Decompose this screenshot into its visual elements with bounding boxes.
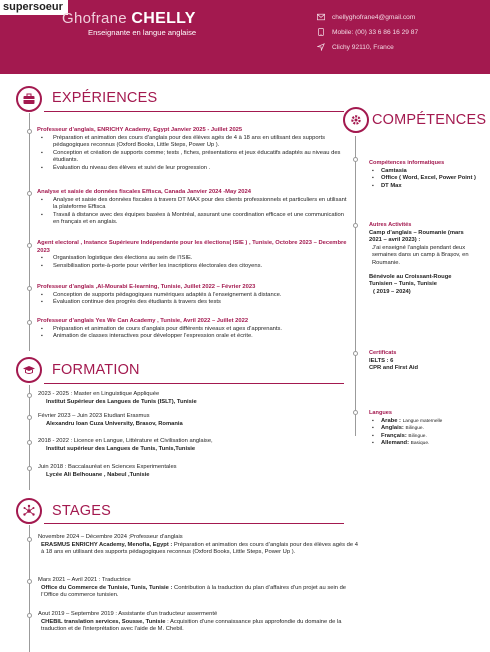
briefcase-icon [16,86,42,112]
education-entry [38,413,358,428]
experiences-divider [44,111,344,112]
internship-date: Mars 2021 – Avril 2021 : Traductrice [38,577,131,583]
brand-logo: supersoeur [0,0,68,15]
internship-org: ERASMUS ENRICHY Academy, Menofia, Egypt : [41,541,173,548]
languages-heading: Langues [369,410,393,416]
job-entry [37,284,351,307]
stages-divider [44,523,344,524]
candidate-name [62,10,196,28]
timeline-dot [27,320,32,325]
internship-entry [38,534,358,557]
language-level: Bilingue. [408,433,427,439]
education-line: 2023 - 2025 : Master en Linguistique Appliquée [38,391,160,397]
job-subtitle: Enseignante en langue anglaise [88,28,197,37]
timeline-dot [353,410,358,415]
network-icon [16,498,42,524]
internship-desc: Contribution à la traduction du plan d’affaires d’un projet au sein de l’Office du commerce tunisien. [41,584,347,599]
activity-title: Bénévole au Croissant-Rouge Tunisien – Tunis, Tunisie [369,273,452,288]
education-institution: Institut Supérieur des Langues de Tunis (ISLT), Tunisie [46,398,197,405]
job-bullet: ▪ Analyse et saisie des données fiscales à travers DT MAX pour des clients professionnels et particuliers en utilisant la plateforme Effisca [37,197,351,212]
job-bullet: ▪ Préparation et animation de cours d’anglais pour différents niveaux et ages d’apprenants. [37,326,351,334]
it-skills-heading: Compétences informatiques [369,160,445,166]
timeline-dot [27,393,32,398]
job-entry [37,318,351,341]
experiences-title: EXPÉRIENCES [52,90,158,106]
last-name: CHELLY [131,10,196,27]
internship-desc: : Acquisition d’une connaissance plus approfondie du domaine de la traduction et de l’interprétation avec l’aide de M. Chebil. [41,618,342,633]
internship-entry [38,577,358,600]
phone-icon [316,28,325,36]
timeline-dot [27,415,32,420]
education-entry [38,464,358,479]
gear-icon [343,107,369,133]
job-title: Professeur d’anglais ,Al-Mourabi E-learning, Tunisie, Juillet 2022 – Février 2023 [37,284,256,290]
language-item [369,433,442,441]
timeline-dot [27,440,32,445]
job-bullet: ▪ Évaluation continue des progrès des étudiants à travers des tests [37,299,351,307]
certificate-item: IELTS : 6 [369,357,394,364]
timeline-dot [353,351,358,356]
it-skill-item: ▪ Camtasia [369,168,476,176]
language-item [369,425,442,433]
education-institution: Alexandru Ioan Cuza University, Brasov, Romania [46,420,183,427]
stages-title: STAGES [52,503,111,519]
timeline-dot [27,613,32,618]
internship-date: Aout 2019 – Septembre 2019 : Assistante d’un traducteur assermenté [38,611,218,617]
activity-date: ( 2019 – 2024) [373,288,411,295]
timeline-dot [27,243,32,248]
language-name: Anglais: [381,425,404,432]
it-skill-item: ▪ Office ( Word, Excel, Power Point ) [369,175,476,183]
job-title: Professeur d’anglais Yes We Can Academy , Tunisie, Avril 2022 – Juillet 2022 [37,318,249,324]
activities-block [369,222,469,296]
formation-title: FORMATION [52,362,140,378]
education-institution: Institut supérieur des Langues de Tunis, Tunis,Tunisie [46,445,196,452]
education-entry [38,391,358,406]
job-bullet: ▪ Organisation logistique des élections au sein de l’ISIE. [37,255,351,263]
job-title: Analyse et saisie de données fiscales Effisca, Canada Janvier 2024 -May 2024 [37,189,251,195]
activity-text: J’ai enseigné l’anglais pendant deux semaines dans un camp à Brașov, en Roumanie. [372,244,469,266]
activity-title: Camp d’anglais – Roumanie (mars 2021 – avril 2023) : [369,229,464,244]
job-title: Professeur d’anglais, ENRICHY Academy, Egypt Janvier 2025 - Juillet 2025 [37,127,243,133]
timeline-dot [27,191,32,196]
job-bullet: ▪ Conception de supports pédagogiques numériques adaptés à l’enseignement à distance. [37,292,351,300]
experiences-timeline [29,113,30,351]
first-name: Ghofrane [62,10,127,27]
mail-icon [316,13,325,21]
formation-divider [44,383,344,384]
timeline-dot [353,157,358,162]
contact-email[interactable] [316,13,415,21]
job-bullet: ▪ Animation de classes interactives pour développer l’expression orale et écrite. [37,333,351,341]
stages-timeline [29,525,30,652]
competences-title: COMPÉTENCES [372,112,487,128]
timeline-dot [27,286,32,291]
timeline-dot [27,537,32,542]
formation-timeline [29,385,30,490]
location-icon [316,43,325,51]
education-institution: Lycée Ali Belhouane , Nabeul ,Tunisie [46,471,150,478]
job-entry [37,127,351,172]
contact-location [316,43,394,51]
timeline-dot [353,223,358,228]
certificates-heading: Certificats [369,350,397,356]
timeline-dot [27,466,32,471]
contact-phone[interactable] [316,28,418,36]
education-line: 2018 - 2022 : Licence en Langue, Littérature et Civilisation anglaise, [38,438,213,444]
contact-email-text: chellyghofrane4@gmail.com [332,13,416,21]
job-bullet: ▪ Sensibilisation porte-à-porte pour vérifier les inscriptions électorales des citoyens. [37,263,351,271]
education-line: Juin 2018 : Baccalauréat en Sciences Experimentales [38,464,177,470]
header-banner [0,0,490,74]
internship-org: Office du Commerce de Tunisie, Tunis, Tunisie : [41,584,173,591]
it-skill-item: ▪ DT Max [369,183,476,191]
internship-date: Novembre 2024 – Décembre 2024 ;Professeur d’anglais [38,534,183,540]
job-bullet: ▪ Évaluation du niveau des élèves et suivi de leur progression . [37,165,351,173]
activities-heading: Autres Activités [369,222,412,228]
education-entry [38,438,358,453]
internship-org: CHEBIL translation services, Sousse, Tunisie [41,618,166,625]
timeline-dot [27,129,32,134]
job-entry [37,240,351,270]
language-item [369,418,442,426]
language-name: Allemand: [381,440,410,447]
language-name: Arabe : [381,417,401,424]
job-title: Agent electoral , Instance Supérieure Indépendante pour les élections( ISIE ) , Tunisie, Octobre 2023 – Decembre 2023 [37,240,347,254]
internship-desc: Préparation et animation des cours d’anglais pour des élèves agés de 4 à 18 ans en utilisant des supports pédagogiques reconnus (Oxford Books, Little Steps, Power Up ). [41,541,358,556]
education-line: Février 2023 – Juin 2023 Etudiant Erasmus [38,413,150,419]
job-bullet: ▪ Préparation et animation des cours d’anglais pour des élèves agés de 4 à 18 ans en utilisant des supports pédagogiques reconnus (Oxford Books, Little Steps, Power Up ). [37,135,351,150]
certificates-block [369,350,418,373]
graduation-cap-icon [16,357,42,383]
internship-entry [38,611,358,634]
language-name: Français: [381,432,407,439]
certificate-item: CPR and First Aid [369,365,419,372]
competences-timeline [355,136,356,436]
language-item [369,440,442,448]
language-level: Langue maternelle [402,418,443,424]
job-bullet: ▪ Conception et création de supports comme; tests , fiches, présentations et jeux éducatifs adaptés au niveau des étudiants. [37,150,351,165]
job-bullet: ▪ Travail à distance avec des équipes basées à Montréal, assurant une coordination efficace et une communication en français et en anglais. [37,212,351,227]
language-level: Bilingue. [405,426,424,432]
contact-phone-text: Mobile: (00) 33 6 86 16 29 87 [332,28,419,36]
timeline-dot [27,579,32,584]
it-skills-block [369,160,476,190]
job-entry [37,189,351,227]
language-level: Basique. [410,441,430,447]
languages-block [369,410,442,448]
contact-location-text: Clichy 92110, France [332,43,394,51]
